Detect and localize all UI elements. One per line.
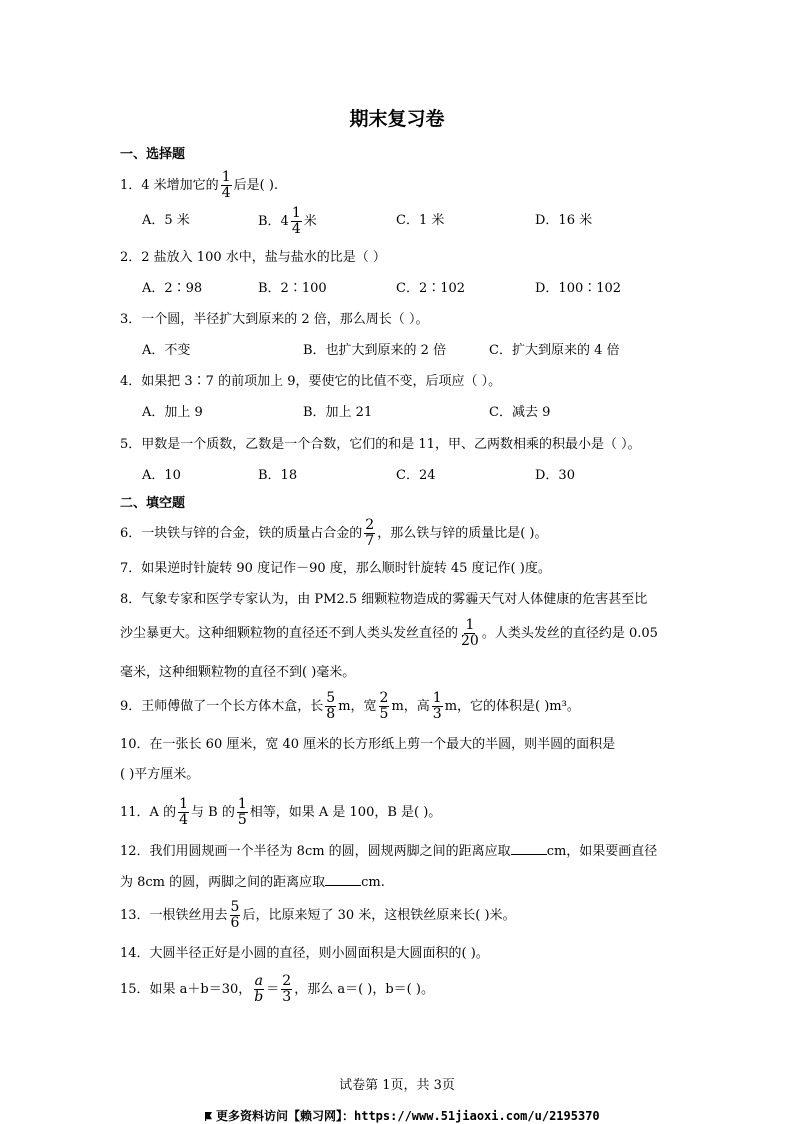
page-footer: 试卷第 1页，共 3页 xyxy=(339,1078,455,1093)
q1-option-d: D．16 米 xyxy=(535,213,593,228)
page-title: 期末复习卷 xyxy=(349,108,445,130)
question-8-line-2: 沙尘暴更大。这种细颗粒物的直径还不到人类头发丝直径的 $\frac{1}{20}$ 。人类头发丝的直径约是 0.05 xyxy=(120,617,658,649)
question-8-line-1: 8．气象专家和医学专家认为，由 PM2.5 细颗粒物造成的雾霾天气对人体健康的危害甚至比 xyxy=(120,592,648,607)
section-heading-choice: 一、选择题 xyxy=(120,147,186,162)
fraction: $\frac{1}{4}$ xyxy=(221,169,231,201)
question-8-line-3: 毫米，这种细颗粒物的直径不到( )毫米。 xyxy=(120,665,356,680)
fraction: $\frac{1}{5}$ xyxy=(237,796,247,828)
q1-option-b: B．4 $\frac{1}{4}$ 米 xyxy=(258,205,317,237)
question-1 xyxy=(120,170,278,201)
q3-option-b: B．也扩大到原来的 2 倍 xyxy=(303,343,447,358)
fraction: $\frac{5}{6}$ xyxy=(230,899,240,931)
q5-option-b: B．18 xyxy=(258,468,298,483)
fraction: $\frac{2}{7}$ xyxy=(365,517,375,549)
question-11: 11．A 的 $\frac{1}{4}$ 与 B 的 $\frac{1}{5}$ 相等，如果 A 是 100，B 是( )。 xyxy=(120,796,442,828)
fraction: $\frac{1}{4}$ xyxy=(291,205,301,237)
banner-text[interactable]: 更多资料访问【赖习网】：https://www.51jiaoxi.com/u/2195370 xyxy=(216,1109,600,1123)
q5-option-c: C．24 xyxy=(396,468,436,483)
q5-option-a: A．10 xyxy=(142,468,181,483)
q2-option-b: B．2∶100 xyxy=(258,281,327,296)
question-5: 5．甲数是一个质数，乙数是一个合数，它们的和是 11，甲、乙两数相乘的积最小是（ ）。 xyxy=(120,437,641,452)
q2-option-c: C．2∶102 xyxy=(396,281,466,296)
answer-blank[interactable] xyxy=(325,873,361,886)
question-2: 2．2 盐放入 100 水中，盐与盐水的比是（ ） xyxy=(120,250,386,265)
fraction: $\frac{2}{3}$ xyxy=(282,973,292,1005)
q3-option-c: C．扩大到原来的 4 倍 xyxy=(489,343,620,358)
q4-option-c: C．减去 9 xyxy=(489,405,551,420)
fraction: $\frac{1}{20}$ xyxy=(461,617,479,649)
question-12-line-1: 12．我们用圆规画一个半径为 8cm 的圆，圆规两脚之间的距离应取 cm，如果要画直径 xyxy=(120,844,658,859)
question-15: 15．如果 a＋b＝30， $\frac{a}{b}$ ＝ $\frac{2}{3}$ ，那么 a＝( )，b＝( )。 xyxy=(120,973,434,1005)
q4-option-a: A．加上 9 xyxy=(142,405,203,420)
q1-text-end: 后是( ). xyxy=(233,178,279,193)
question-4: 4．如果把 3∶7 的前项加上 9，要使它的比值不变，后项应（ ）。 xyxy=(120,374,502,389)
question-12-line-2: 为 8cm 的圆，两脚之间的距离应取 cm. xyxy=(120,875,385,890)
question-9: 9．王师傅做了一个长方体木盒，长 $\frac{5}{8}$ m，宽 $\frac{2}{5}$ m，高 $\frac{1}{3}$ m，它的体积是( )m³。 xyxy=(120,690,580,722)
question-14: 14．大圆半径正好是小圆的直径，则小圆面积是大圆面积的( )。 xyxy=(120,946,489,961)
question-10-line-2: ( )平方厘米。 xyxy=(120,767,200,782)
question-3: 3．一个圆，半径扩大到原来的 2 倍，那么周长（ ）。 xyxy=(120,312,429,327)
question-13: 13．一根铁丝用去 $\frac{5}{6}$ 后，比原来短了 30 米，这根铁丝原来长( )米。 xyxy=(120,899,516,931)
q2-option-d: D．100∶102 xyxy=(535,281,622,296)
q4-option-b: B．加上 21 xyxy=(303,405,373,420)
fraction: $\frac{1}{3}$ xyxy=(432,690,442,722)
q2-option-a: A．2∶98 xyxy=(142,281,203,296)
fraction: $\frac{1}{4}$ xyxy=(179,796,188,828)
q3-option-a: A．不变 xyxy=(142,343,191,358)
fraction: $\frac{5}{8}$ xyxy=(326,690,336,722)
question-7: 7．如果逆时针旋转 90 度记作－90 度，那么顺时针旋转 45 度记作( )度。 xyxy=(120,561,551,576)
flag-icon xyxy=(205,1112,212,1121)
q1-option-c: C．1 米 xyxy=(396,213,445,228)
promo-banner[interactable] xyxy=(205,1107,600,1124)
question-6: 6．一块铁与锌的合金，铁的质量占合金的 $\frac{2}{7}$ ，那么铁与锌的质量比是( )。 xyxy=(120,517,548,549)
question-10-line-1: 10．在一张长 60 厘米，宽 40 厘米的长方形纸上剪一个最大的半圆，则半圆的面积是 xyxy=(120,737,616,752)
q1-option-a: A．5 米 xyxy=(142,213,190,228)
q1-text: 1．4 米增加它的 xyxy=(120,178,219,193)
fraction: $\frac{2}{5}$ xyxy=(379,690,389,722)
q5-option-d: D．30 xyxy=(535,468,575,483)
answer-blank[interactable] xyxy=(511,842,547,855)
fraction: $\frac{a}{b}$ xyxy=(254,973,264,1005)
section-heading-fill: 二、填空题 xyxy=(120,496,186,511)
